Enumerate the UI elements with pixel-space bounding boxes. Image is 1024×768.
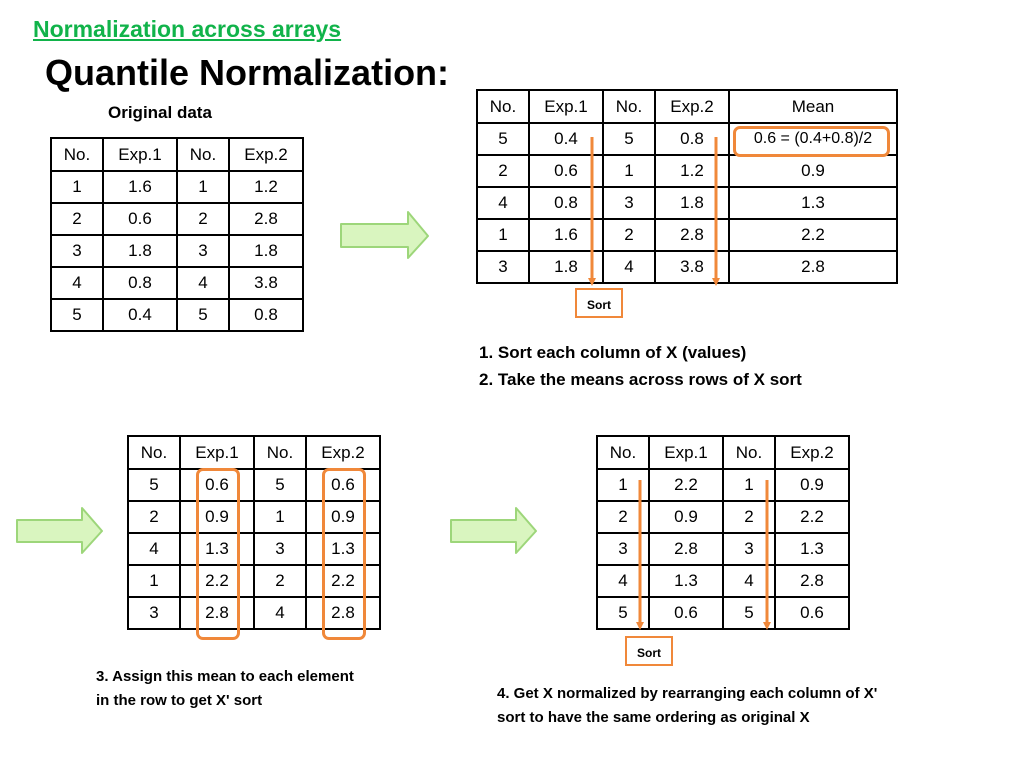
- table-cell: 2: [603, 219, 655, 251]
- table-cell: 0.6: [529, 155, 603, 187]
- table-cell: 4: [254, 597, 306, 629]
- table-cell: 4: [177, 267, 229, 299]
- header-cell: No.: [128, 436, 180, 469]
- table-cell: 2.8: [180, 597, 254, 629]
- table-cell: 0.9: [306, 501, 380, 533]
- table-cell: 3.8: [655, 251, 729, 283]
- table-cell: 4: [723, 565, 775, 597]
- table-cell: 0.9: [729, 155, 897, 187]
- table-cell: 0.8: [529, 187, 603, 219]
- table-cell: 2: [254, 565, 306, 597]
- table-cell: 3: [597, 533, 649, 565]
- table-cell: 2: [477, 155, 529, 187]
- table-cell: 1.2: [655, 155, 729, 187]
- table-cell: 0.8: [229, 299, 303, 331]
- table-cell: 5: [477, 123, 529, 155]
- table-cell: 2: [723, 501, 775, 533]
- table-cell: 0.6: [649, 597, 723, 629]
- sort-label-box: Sort: [625, 636, 673, 666]
- table-cell: 1.8: [529, 251, 603, 283]
- header-cell: No.: [177, 138, 229, 171]
- table-cell: 3.8: [229, 267, 303, 299]
- table-cell: 0.8: [103, 267, 177, 299]
- table-cell: 1.6: [103, 171, 177, 203]
- table-cell: 1.6: [529, 219, 603, 251]
- table-cell: 1.3: [729, 187, 897, 219]
- table-cell: 2: [177, 203, 229, 235]
- table-cell: 2: [597, 501, 649, 533]
- table-cell: 1.8: [229, 235, 303, 267]
- header-cell: Exp.2: [655, 90, 729, 123]
- header-cell: Exp.2: [229, 138, 303, 171]
- step-4-text-line2: sort to have the same ordering as original X: [497, 709, 810, 726]
- step-1-text: 1. Sort each column of X (values): [479, 343, 747, 362]
- right-arrow-icon: [451, 508, 536, 553]
- step-4-text-line1: 4. Get X normalized by rearranging each column of X': [497, 685, 878, 702]
- section-subtitle: Normalization across arrays: [33, 16, 342, 42]
- table-cell: 2.2: [729, 219, 897, 251]
- table-cell: 5: [254, 469, 306, 501]
- header-cell: No.: [603, 90, 655, 123]
- table-cell: 4: [477, 187, 529, 219]
- right-arrow-icon: [17, 508, 102, 553]
- table-cell: 1.3: [180, 533, 254, 565]
- table-cell: 1.3: [306, 533, 380, 565]
- mean-formula-cell: 0.6 = (0.4+0.8)/2: [729, 123, 897, 155]
- table-cell: 0.8: [655, 123, 729, 155]
- table-cell: 2.2: [306, 565, 380, 597]
- header-cell: No.: [51, 138, 103, 171]
- original-data-label: Original data: [108, 103, 212, 122]
- table-cell: 0.9: [775, 469, 849, 501]
- sort-label-box: Sort: [575, 288, 623, 318]
- table-cell: 2: [128, 501, 180, 533]
- table-cell: 1: [177, 171, 229, 203]
- step-2-text: 2. Take the means across rows of X sort: [479, 370, 802, 389]
- table-cell: 1: [723, 469, 775, 501]
- header-cell: Exp.1: [180, 436, 254, 469]
- table-cell: 1: [254, 501, 306, 533]
- table-cell: 0.6: [103, 203, 177, 235]
- table-cell: 4: [51, 267, 103, 299]
- table-cell: 2.8: [729, 251, 897, 283]
- table-cell: 1.3: [649, 565, 723, 597]
- table-cell: 1: [477, 219, 529, 251]
- right-arrow-icon: [341, 212, 428, 258]
- header-cell: No.: [597, 436, 649, 469]
- table-cell: 2.2: [775, 501, 849, 533]
- table-cell: 5: [723, 597, 775, 629]
- step-3-text-line1: 3. Assign this mean to each element: [96, 668, 354, 685]
- table-cell: 3: [254, 533, 306, 565]
- page-title: Quantile Normalization:: [45, 52, 450, 93]
- table-cell: 3: [128, 597, 180, 629]
- header-cell: Exp.1: [103, 138, 177, 171]
- table-cell: 2: [51, 203, 103, 235]
- table-cell: 1.8: [103, 235, 177, 267]
- table-cell: 1: [603, 155, 655, 187]
- table-cell: 0.4: [103, 299, 177, 331]
- table-cell: 5: [177, 299, 229, 331]
- table-cell: 2.8: [306, 597, 380, 629]
- header-cell: Exp.2: [775, 436, 849, 469]
- header-cell: Exp.1: [529, 90, 603, 123]
- table-cell: 2.8: [775, 565, 849, 597]
- table-cell: 3: [177, 235, 229, 267]
- header-cell: No.: [477, 90, 529, 123]
- table-cell: 1.2: [229, 171, 303, 203]
- table-cell: 5: [51, 299, 103, 331]
- table-cell: 1: [51, 171, 103, 203]
- table-cell: 3: [723, 533, 775, 565]
- table-cell: 2.8: [229, 203, 303, 235]
- table-cell: 3: [477, 251, 529, 283]
- table-cell: 5: [128, 469, 180, 501]
- table-cell: 0.9: [649, 501, 723, 533]
- table-cell: 1: [597, 469, 649, 501]
- table-cell: 3: [51, 235, 103, 267]
- table-cell: 5: [597, 597, 649, 629]
- table-cell: 0.6: [775, 597, 849, 629]
- table-cell: 3: [603, 187, 655, 219]
- header-cell: Exp.1: [649, 436, 723, 469]
- step-3-text-line2: in the row to get X' sort: [96, 692, 263, 709]
- header-cell: No.: [254, 436, 306, 469]
- table-cell: 2.8: [655, 219, 729, 251]
- header-cell: Mean: [729, 90, 897, 123]
- table-cell: 0.6: [180, 469, 254, 501]
- table-cell: 1.8: [655, 187, 729, 219]
- table-cell: 2.2: [180, 565, 254, 597]
- table-cell: 5: [603, 123, 655, 155]
- table-cell: 4: [597, 565, 649, 597]
- table-cell: 0.9: [180, 501, 254, 533]
- table-cell: 1.3: [775, 533, 849, 565]
- table-cell: 1: [128, 565, 180, 597]
- table-cell: 0.4: [529, 123, 603, 155]
- header-cell: No.: [723, 436, 775, 469]
- table-cell: 2.2: [649, 469, 723, 501]
- table-cell: 0.6: [306, 469, 380, 501]
- table-cell: 4: [603, 251, 655, 283]
- table-cell: 4: [128, 533, 180, 565]
- table-cell: 2.8: [649, 533, 723, 565]
- header-cell: Exp.2: [306, 436, 380, 469]
